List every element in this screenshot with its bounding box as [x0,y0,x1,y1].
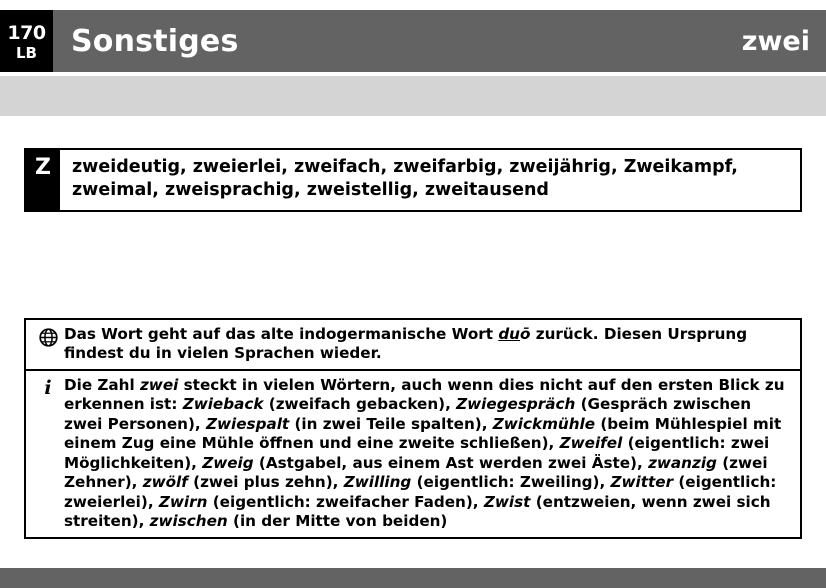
page-number: 170 [7,21,46,44]
info-text-examples: Die Zahl zwei steckt in vielen Wörtern, auch wenn dies nicht auf den ersten Blick zu erkennen ist: Zwieback (zweifach gebacken), Zwiegespräch (Gespräch zwischen zwei Personen), Zwiespalt (in zwei Teile spalten), Zwickmühle (beim Mühlespiel mit einem Zug eine Mühle öffnen und eine zweite schließen), Zweifel (eigentlich: zwei Möglichkeiten), Zweig (Astgabel, aus einem Ast werden zwei Äste), zwanzig (zwei Zehner), zwölf (zwei plus zehn), Zwilling (eigentlich: Zweiling), Zwitter (eigentlich: zweierlei), Zwirn (eigentlich: zweifacher Faden), Zwist (entzweien, wenn zwei sich streiten), zwischen (in der Mitte von beiden) [64,375,785,531]
info-row-origin [26,320,800,369]
word-box-words: zweideutig, zweierlei, zweifach, zweifarbig, zweijährig, Zweikampf, zweimal, zweisprachig, zweistellig, zweitausend [72,157,738,200]
header-sub-band [0,76,826,116]
word-box-letter: Z [26,150,60,210]
globe-icon [32,325,64,347]
info-box [24,318,802,539]
page-header [0,10,826,72]
info-i-icon: i [44,376,52,399]
info-text-origin: Das Wort geht auf das alte indogermanische Wort duō zurück. Diesen Ursprung findest du in vielen Sprachen wieder. [64,325,748,363]
page-footer-bar [0,568,826,588]
page-title: Sonstiges [71,23,239,59]
header-keyword: zwei [741,25,810,57]
word-family-box [24,148,802,212]
info-row-examples [26,369,800,537]
page-number-badge [0,10,53,72]
page-label: LB [16,43,37,62]
